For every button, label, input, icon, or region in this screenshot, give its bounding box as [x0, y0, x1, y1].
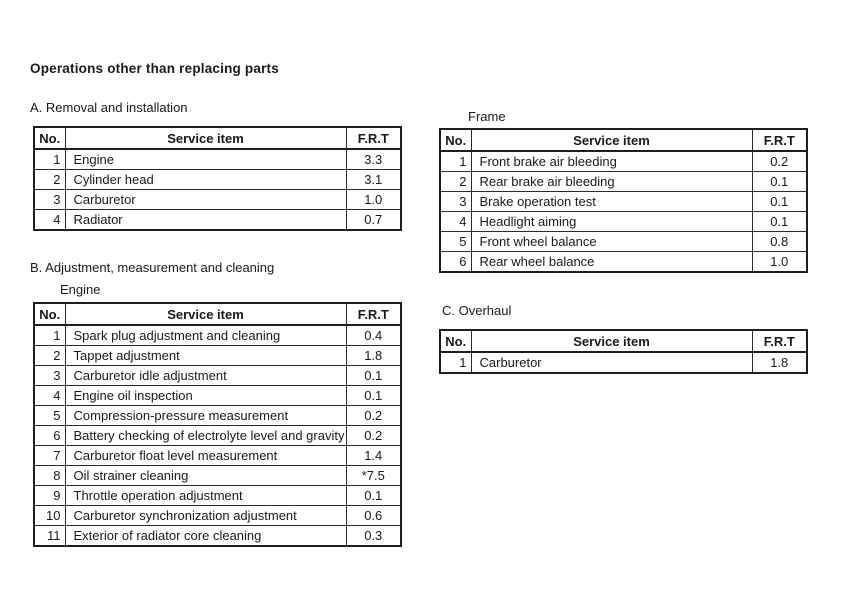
frt-value: 0.7 — [346, 210, 401, 231]
frt-value: 3.1 — [346, 170, 401, 190]
frt-value: 0.2 — [346, 426, 401, 446]
engine-table-label: Engine — [60, 282, 101, 297]
row-number: 10 — [34, 506, 65, 526]
frt-value: 0.4 — [346, 325, 401, 346]
row-number: 3 — [34, 190, 65, 210]
frt-value: 0.1 — [346, 386, 401, 406]
table-row — [440, 172, 807, 192]
column-header-no: No. — [440, 129, 471, 151]
column-header-no: No. — [34, 303, 65, 325]
frt-value: 0.2 — [752, 151, 807, 172]
table-frame — [439, 128, 808, 273]
service-item: Rear brake air bleeding — [471, 172, 752, 192]
row-number: 8 — [34, 466, 65, 486]
service-item: Oil strainer cleaning — [65, 466, 346, 486]
service-item: Engine — [65, 149, 346, 170]
service-item: Front brake air bleeding — [471, 151, 752, 172]
frt-value: 0.1 — [752, 172, 807, 192]
service-item: Exterior of radiator core cleaning — [65, 526, 346, 547]
frt-value: 1.0 — [346, 190, 401, 210]
service-item: Throttle operation adjustment — [65, 486, 346, 506]
frt-value: 0.8 — [752, 232, 807, 252]
frt-value: 0.6 — [346, 506, 401, 526]
row-number: 4 — [440, 212, 471, 232]
row-number: 9 — [34, 486, 65, 506]
service-item: Engine oil inspection — [65, 386, 346, 406]
row-number: 4 — [34, 210, 65, 231]
row-number: 3 — [440, 192, 471, 212]
row-number: 7 — [34, 446, 65, 466]
column-header-no: No. — [440, 330, 471, 352]
service-item: Cylinder head — [65, 170, 346, 190]
service-item: Carburetor synchronization adjustment — [65, 506, 346, 526]
service-item: Carburetor — [471, 352, 752, 373]
column-header-service-item: Service item — [471, 129, 752, 151]
section-b-heading: B. Adjustment, measurement and cleaning — [30, 260, 275, 275]
table-row — [34, 366, 401, 386]
column-header-no: No. — [34, 127, 65, 149]
row-number: 1 — [34, 325, 65, 346]
row-number: 5 — [34, 406, 65, 426]
frt-value: 3.3 — [346, 149, 401, 170]
table-row — [440, 212, 807, 232]
table-row — [34, 506, 401, 526]
table-row — [34, 526, 401, 547]
table-row — [34, 406, 401, 426]
frt-value: 0.2 — [346, 406, 401, 426]
table-row — [34, 446, 401, 466]
row-number: 11 — [34, 526, 65, 547]
service-item: Battery checking of electrolyte level and gravity — [65, 426, 346, 446]
row-number: 5 — [440, 232, 471, 252]
row-number: 1 — [34, 149, 65, 170]
service-item: Carburetor — [65, 190, 346, 210]
service-item: Carburetor float level measurement — [65, 446, 346, 466]
row-number: 1 — [440, 352, 471, 373]
table-row — [34, 426, 401, 446]
table-row — [34, 486, 401, 506]
table-row — [440, 232, 807, 252]
frt-value: 0.1 — [346, 486, 401, 506]
column-header-frt: F.R.T — [752, 330, 807, 352]
frt-value: 1.8 — [752, 352, 807, 373]
service-item: Front wheel balance — [471, 232, 752, 252]
section-a-heading: A. Removal and installation — [30, 100, 188, 115]
frt-value: 0.1 — [752, 192, 807, 212]
row-number: 3 — [34, 366, 65, 386]
frt-value: 0.3 — [346, 526, 401, 547]
table-overhaul — [439, 329, 808, 374]
table-removal-installation — [33, 126, 402, 231]
table-header-row — [440, 129, 807, 151]
row-number: 6 — [34, 426, 65, 446]
column-header-service-item: Service item — [65, 303, 346, 325]
frt-value: 1.0 — [752, 252, 807, 273]
service-item: Tappet adjustment — [65, 346, 346, 366]
table-row — [34, 386, 401, 406]
column-header-frt: F.R.T — [752, 129, 807, 151]
table-row — [34, 210, 401, 231]
table-row — [34, 325, 401, 346]
frt-value: 0.1 — [752, 212, 807, 232]
table-row — [440, 352, 807, 373]
service-item: Compression-pressure measurement — [65, 406, 346, 426]
frt-value: 1.8 — [346, 346, 401, 366]
column-header-frt: F.R.T — [346, 303, 401, 325]
table-row — [440, 151, 807, 172]
table-row — [34, 190, 401, 210]
page-title: Operations other than replacing parts — [30, 61, 279, 76]
table-row — [34, 346, 401, 366]
column-header-service-item: Service item — [65, 127, 346, 149]
service-item: Radiator — [65, 210, 346, 231]
section-c-heading: C. Overhaul — [442, 303, 512, 318]
frt-value: 0.1 — [346, 366, 401, 386]
service-item: Headlight aiming — [471, 212, 752, 232]
row-number: 6 — [440, 252, 471, 273]
service-item: Rear wheel balance — [471, 252, 752, 273]
table-header-row — [440, 330, 807, 352]
table-row — [34, 170, 401, 190]
table-row — [34, 466, 401, 486]
table-row — [34, 149, 401, 170]
frame-table-label: Frame — [468, 109, 506, 124]
frt-value: *7.5 — [346, 466, 401, 486]
row-number: 2 — [440, 172, 471, 192]
table-header-row — [34, 303, 401, 325]
frt-value: 1.4 — [346, 446, 401, 466]
row-number: 4 — [34, 386, 65, 406]
row-number: 2 — [34, 346, 65, 366]
table-adjustment-engine — [33, 302, 402, 547]
service-item: Carburetor idle adjustment — [65, 366, 346, 386]
service-item: Spark plug adjustment and cleaning — [65, 325, 346, 346]
table-row — [440, 252, 807, 273]
table-header-row — [34, 127, 401, 149]
service-item: Brake operation test — [471, 192, 752, 212]
table-row — [440, 192, 807, 212]
row-number: 2 — [34, 170, 65, 190]
column-header-frt: F.R.T — [346, 127, 401, 149]
row-number: 1 — [440, 151, 471, 172]
column-header-service-item: Service item — [471, 330, 752, 352]
